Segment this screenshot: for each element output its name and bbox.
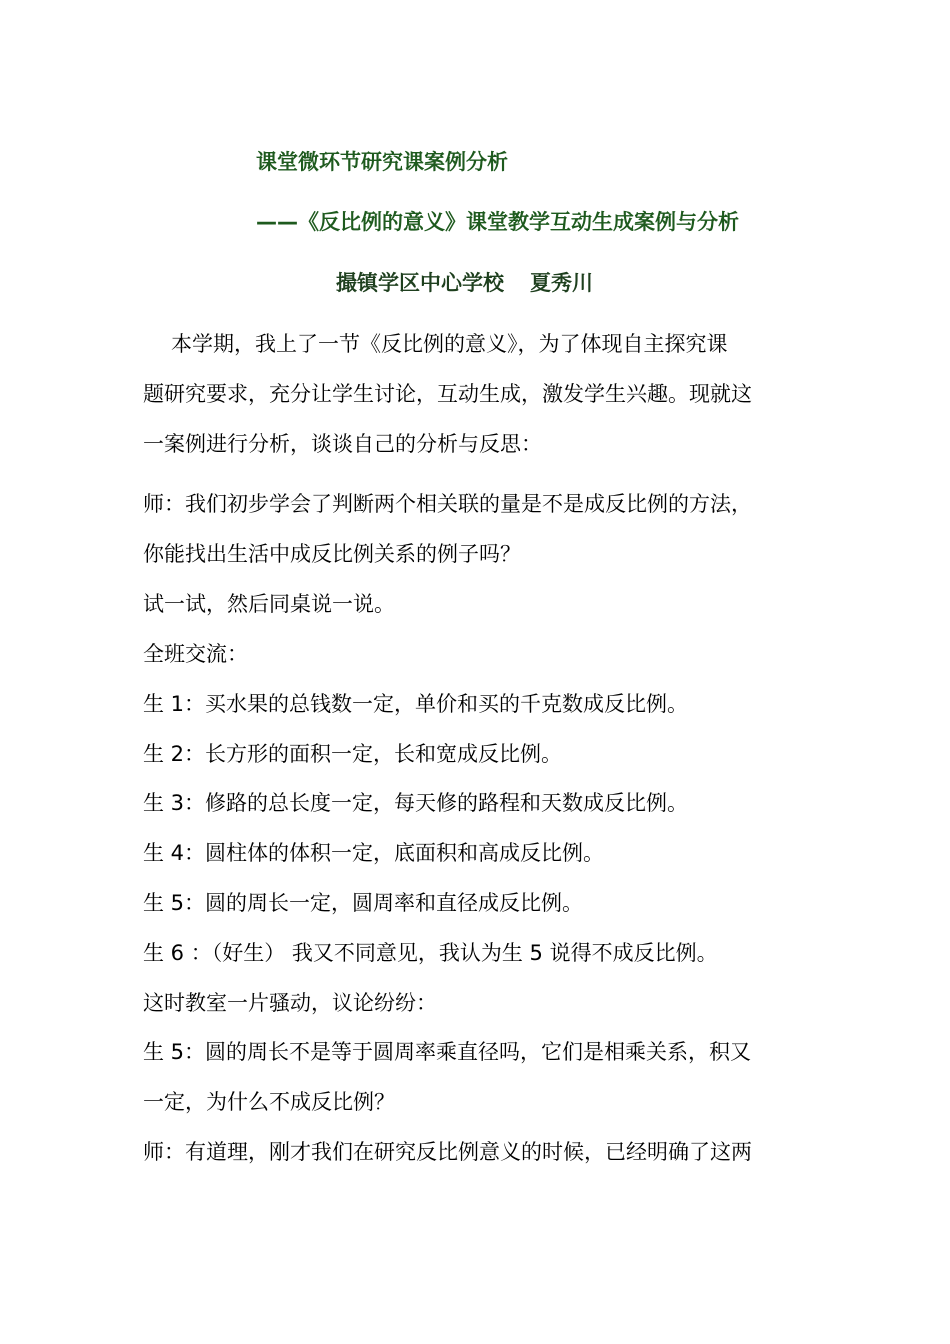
paragraph-line: 题研究要求，充分让学生讨论，互动生成，激发学生兴趣。现就这 [143,382,752,406]
dialogue-line: 生 1：买水果的总钱数一定，单价和买的千克数成反比例。 [143,692,689,716]
dialogue-line: 试一试，然后同桌说一说。 [143,592,395,616]
dialogue-line: 这时教室一片骚动，议论纷纷： [143,991,437,1015]
author-name: 夏秀川 [530,271,593,295]
dialogue-line: 生 5：圆的周长一定，圆周率和直径成反比例。 [143,891,584,915]
dialogue-line: 生 3：修路的总长度一定，每天修的路程和天数成反比例。 [143,791,689,815]
author-line [336,269,593,297]
paragraph-line: 本学期，我上了一节《反比例的意义》，为了体现自主探究课 [171,332,728,356]
dialogue-line: 生 5：圆的周长不是等于圆周率乘直径吗，它们是相乘关系，积又 [143,1040,752,1064]
dialogue-line: 你能找出生活中成反比例关系的例子吗？ [143,542,521,566]
dialogue-line: 生 6 ：（好生） 我又不同意见，我认为生 5 说得不成反比例。 [143,941,718,965]
dialogue-line: 生 2：长方形的面积一定，长和宽成反比例。 [143,742,563,766]
dialogue-line: 全班交流： [143,642,248,666]
dialogue-line: 师：有道理，刚才我们在研究反比例意义的时候，已经明确了这两 [143,1140,752,1164]
author-school: 撮镇学区中心学校 [336,271,504,295]
dialogue-line: 一定，为什么不成反比例？ [143,1090,395,1114]
document-subtitle: ——《反比例的意义》课堂教学互动生成案例与分析 [256,210,739,234]
dialogue-line: 师：我们初步学会了判断两个相关联的量是不是成反比例的方法， [143,492,752,516]
dialogue-line: 生 4：圆柱体的体积一定，底面积和高成反比例。 [143,841,605,865]
document-title: 课堂微环节研究课案例分析 [256,150,508,174]
paragraph-line: 一案例进行分析，谈谈自己的分析与反思： [143,432,542,456]
